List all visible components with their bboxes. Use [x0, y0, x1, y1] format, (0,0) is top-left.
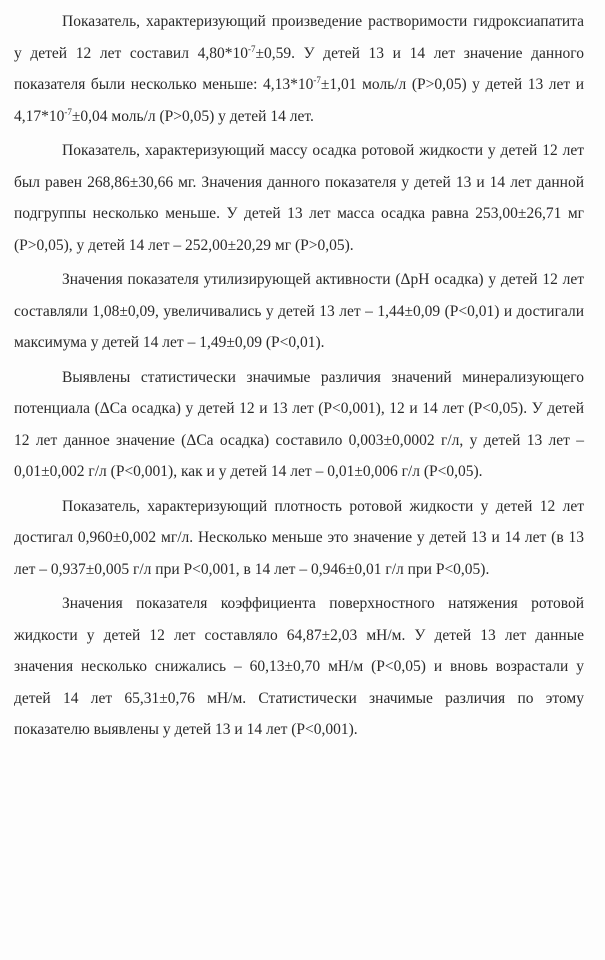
paragraph [14, 6, 584, 132]
paragraph [14, 135, 584, 261]
exponent: -7 [64, 106, 72, 117]
paragraph [14, 264, 584, 359]
paragraph [14, 362, 584, 488]
paragraph [14, 491, 584, 586]
text-run: Выявлены статистически значимые различия значений минерализующего потенциала (ΔCa осадка) у детей 12 и 13 лет (P<0,001), 12 и 14 лет (P<0,05). У детей 12 лет данное значение (ΔCa осадка) составило 0,003±0,0002 г/л, у детей 13 лет – 0,01±0,002 г/л (P<0,001), как и у детей 14 лет – 0,01±0,006 г/л (P<0,05). [14, 368, 584, 480]
text-run: Показатель, характеризующий плотность ротовой жидкости у детей 12 лет достигал 0,960±0,002 мг/л. Несколько меньше это значение у детей 13 и 14 лет (в 13 лет – 0,937±0,005 г/л при P<0,001, в 14 лет – 0,946±0,01 г/л при P<0,05). [14, 497, 584, 578]
text-run: Показатель, характеризующий массу осадка ротовой жидкости у детей 12 лет был равен 268,86±30,66 мг. Значения данного показателя у детей 13 и 14 лет данной подгруппы несколько меньше. У детей 13 лет масса осадка равна 253,00±26,71 мг (P>0,05), у детей 14 лет – 252,00±20,29 мг (P>0,05). [14, 142, 584, 254]
text-run: ±0,04 моль/л (P>0,05) у детей 14 лет. [71, 107, 314, 125]
paragraph [14, 588, 584, 746]
text-run: Значения показателя утилизирующей активности (ΔpH осадка) у детей 12 лет составляли 1,08±0,09, увеличивались у детей 13 лет – 1,44±0,09 (P<0,01) и достигали максимума у детей 14 лет – 1,49±0,09 (P<0,01). [14, 271, 584, 351]
exponent: -7 [247, 43, 256, 54]
text-run: ±1,01 моль/л (P>0,05) у детей 13 лет и 4,17*10 [14, 76, 584, 125]
document-body [14, 6, 584, 749]
text-run: Значения показателя коэффициента поверхностного натяжения ротовой жидкости у детей 12 лет составляло 64,87±2,03 мН/м. У детей 13 лет данные значения несколько снижались – 60,13±0,70 мН/м (P<0,05) и вновь возрастали у детей 14 лет 65,31±0,76 мН/м. Статистически значимые различия по этому показателю выявлены у детей 13 и 14 лет (P<0,001). [14, 595, 584, 738]
text-run: Показатель, характеризующий произведение растворимости гидроксиапатита у детей 12 лет составил 4,80*10 [14, 13, 584, 62]
exponent: -7 [313, 74, 321, 85]
text-run: ±0,59. У детей 13 и 14 лет значение данного показателя были несколько меньше: 4,13*10 [14, 44, 584, 93]
